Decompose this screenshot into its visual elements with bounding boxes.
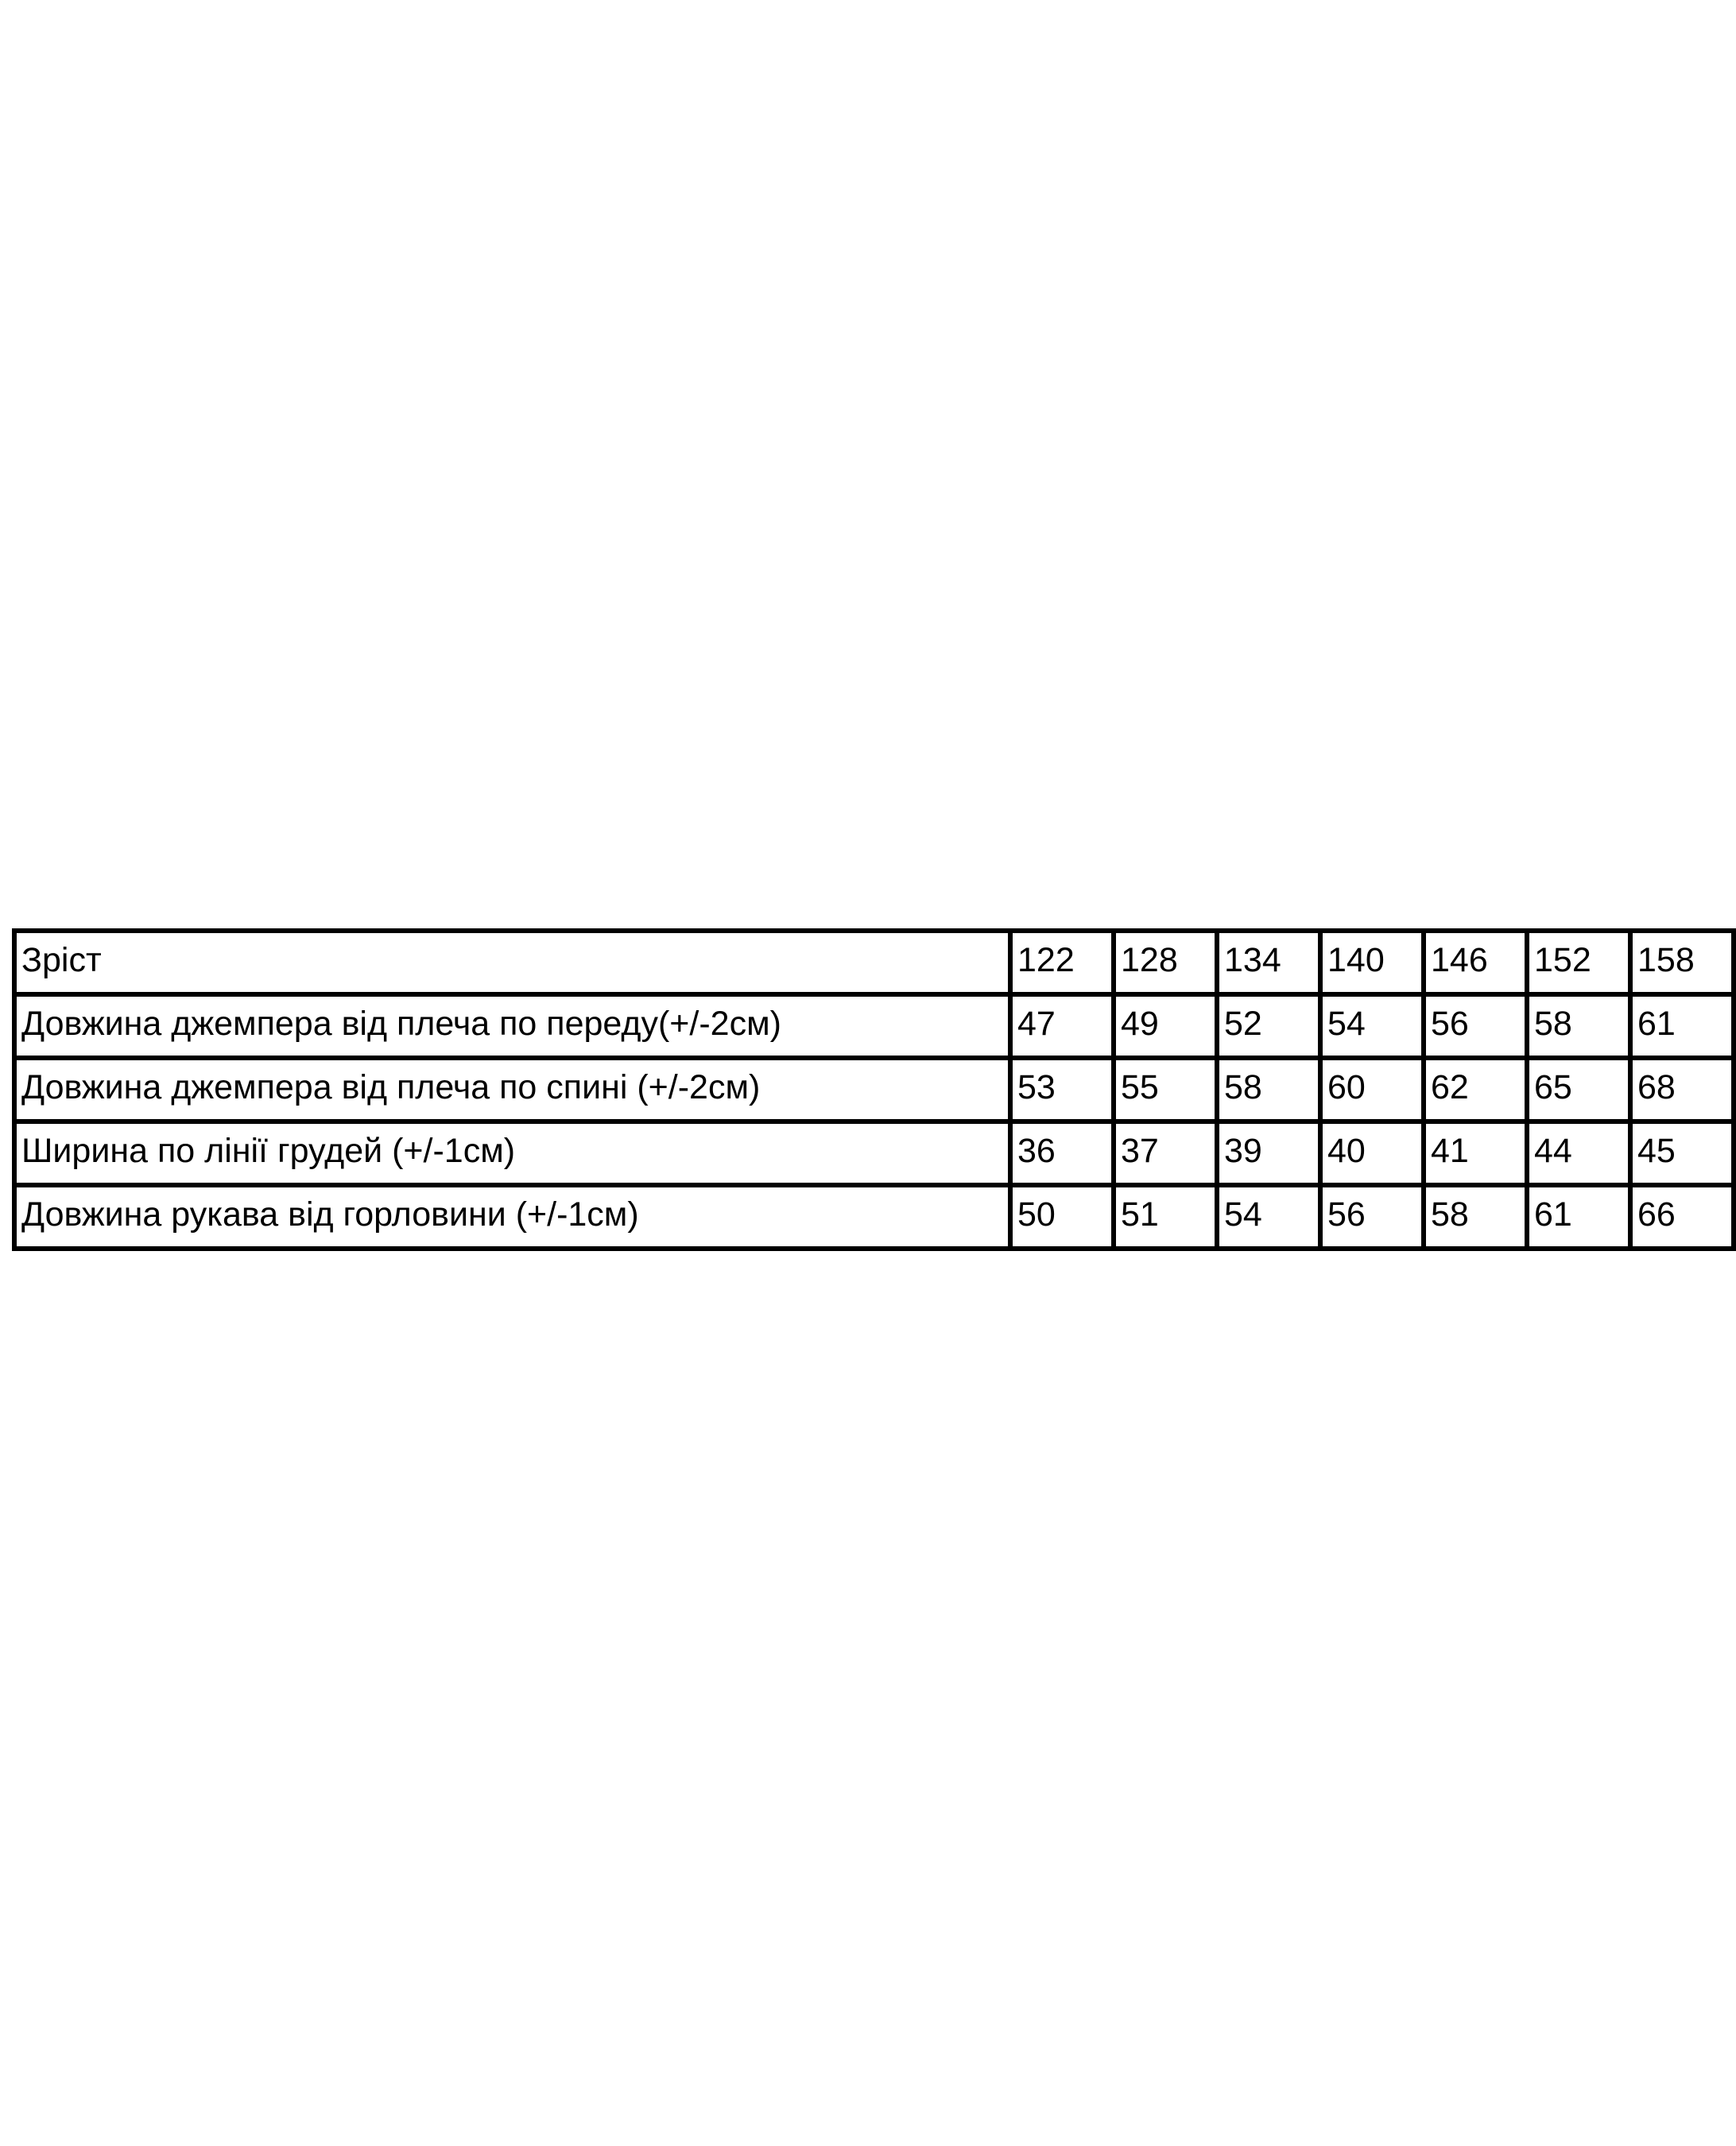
row-value: 40 bbox=[1320, 1121, 1424, 1185]
row-value: 55 bbox=[1114, 1058, 1217, 1121]
row-value: 50 bbox=[1010, 1185, 1114, 1249]
row-value: 61 bbox=[1630, 994, 1734, 1058]
row-value: 47 bbox=[1010, 994, 1114, 1058]
row-value: 58 bbox=[1527, 994, 1630, 1058]
row-label: Довжина рукава від горловини (+/-1см) bbox=[14, 1185, 1010, 1249]
row-value: 65 bbox=[1527, 1058, 1630, 1121]
row-value: 122 bbox=[1010, 931, 1114, 994]
row-value: 68 bbox=[1630, 1058, 1734, 1121]
row-label: Ширина по лінії грудей (+/-1см) bbox=[14, 1121, 1010, 1185]
table-row bbox=[14, 994, 1734, 1058]
row-value: 158 bbox=[1630, 931, 1734, 994]
row-value: 52 bbox=[1217, 994, 1320, 1058]
row-value: 61 bbox=[1527, 1185, 1630, 1249]
row-value: 146 bbox=[1424, 931, 1527, 994]
row-label: Довжина джемпера від плеча по спині (+/-2см) bbox=[14, 1058, 1010, 1121]
row-label: Довжина джемпера від плеча по переду(+/-2см) bbox=[14, 994, 1010, 1058]
row-value: 128 bbox=[1114, 931, 1217, 994]
row-value: 54 bbox=[1320, 994, 1424, 1058]
row-value: 56 bbox=[1320, 1185, 1424, 1249]
row-value: 36 bbox=[1010, 1121, 1114, 1185]
row-value: 60 bbox=[1320, 1058, 1424, 1121]
row-value: 51 bbox=[1114, 1185, 1217, 1249]
row-value: 62 bbox=[1424, 1058, 1527, 1121]
row-value: 45 bbox=[1630, 1121, 1734, 1185]
row-value: 41 bbox=[1424, 1121, 1527, 1185]
row-value: 39 bbox=[1217, 1121, 1320, 1185]
row-value: 44 bbox=[1527, 1121, 1630, 1185]
row-value: 152 bbox=[1527, 931, 1630, 994]
table-row bbox=[14, 1058, 1734, 1121]
row-value: 56 bbox=[1424, 994, 1527, 1058]
size-chart-table bbox=[12, 928, 1736, 1251]
row-value: 53 bbox=[1010, 1058, 1114, 1121]
row-value: 37 bbox=[1114, 1121, 1217, 1185]
table-row bbox=[14, 1121, 1734, 1185]
size-chart-body bbox=[14, 931, 1734, 1249]
row-value: 49 bbox=[1114, 994, 1217, 1058]
row-value: 58 bbox=[1424, 1185, 1527, 1249]
row-value: 140 bbox=[1320, 931, 1424, 994]
row-value: 134 bbox=[1217, 931, 1320, 994]
row-value: 58 bbox=[1217, 1058, 1320, 1121]
row-label: Зріст bbox=[14, 931, 1010, 994]
size-chart-container bbox=[12, 928, 1695, 1251]
row-value: 54 bbox=[1217, 1185, 1320, 1249]
table-row bbox=[14, 1185, 1734, 1249]
row-value: 66 bbox=[1630, 1185, 1734, 1249]
table-row bbox=[14, 931, 1734, 994]
